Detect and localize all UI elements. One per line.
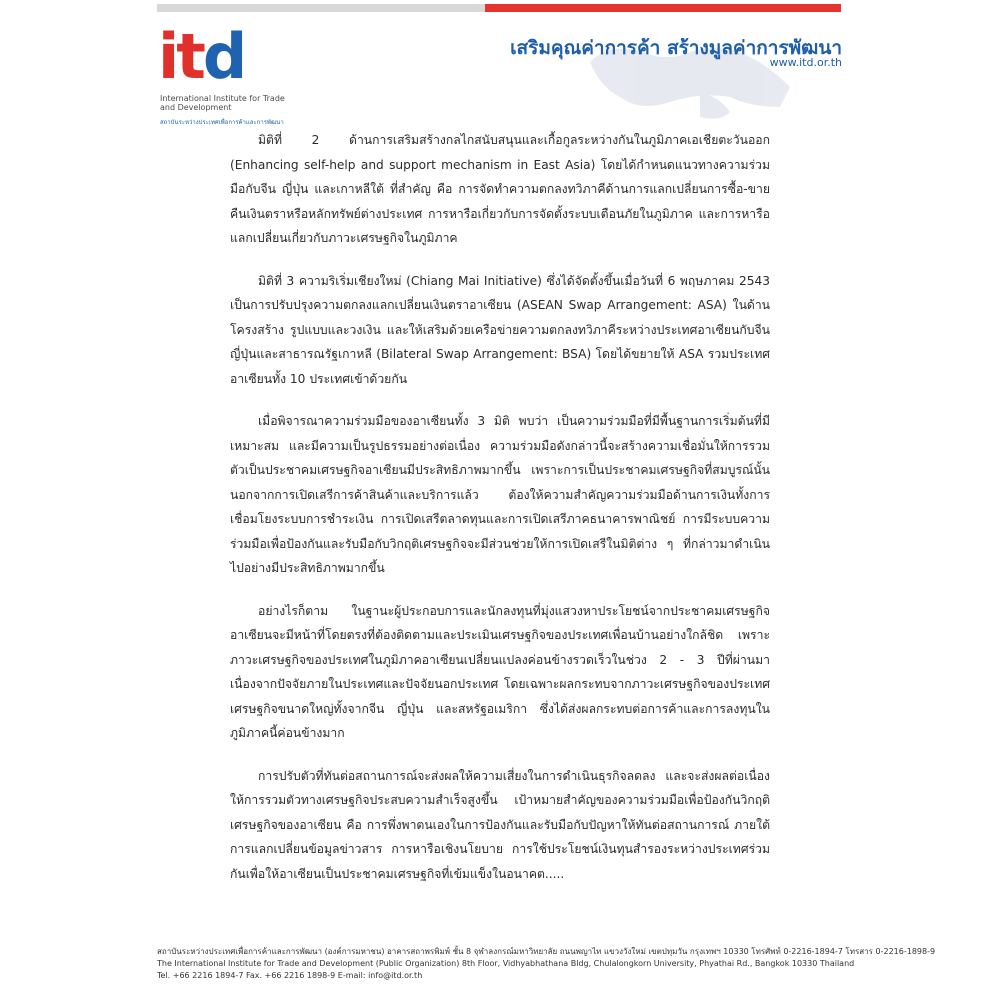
logo-subtitle: International Institute for Trade and Development — [160, 94, 285, 112]
footer-address-thai: สถาบันระหว่างประเทศเพื่อการค้าและการพัฒนา (องค์การมหาชน) อาคารสถาพรพิมพ์ ชั้น 8 จุฬาลงกรณ์มหาวิทยาลัย ถนนพญาไท แขวงวังใหม่ เขตปทุมวัน กรุงเทพฯ 10330 โทรศัพท์ 0-2216-1894-7 โทรสาร 0-2216-1898-9 — [157, 947, 936, 956]
paragraph: อย่างไรก็ตาม ในฐานะผู้ประกอบการและนักลงทุนที่มุ่งแสวงหาประโยชน์จากประชาคมเศรษฐกิจอาเซียนจะมีหน้าที่โดยตรงที่ต้องติดตามและประเมินเศรษฐกิจของประเทศเพื่อนบ้านอย่างใกล้ชิด เพราะภาวะเศรษฐกิจของประเทศในภูมิภาคอาเซียนเปลี่ยนแปลงค่อนข้างรวดเร็วในช่วง 2 - 3 ปีที่ผ่านมา เนื่องจากปัจจัยภายในประเทศและปัจจัยนอกประเทศ โดยเฉพาะผลกระทบจากภาวะเศรษฐกิจของประเทศเศรษฐกิจขนาดใหญ่ทั้งจากจีน ญี่ปุ่น และสหรัฐอเมริกา ซึ่งได้ส่งผลกระทบต่อการค้าและการลงทุนในภูมิภาคนี้ค่อนข้างมาก — [230, 603, 770, 740]
paragraph: เมื่อพิจารณาความร่วมมือของอาเซียนทั้ง 3 มิติ พบว่า เป็นความร่วมมือที่มีพื้นฐานการเริ่มต้นที่มีเหมาะสม และมีความเป็นรูปธรรมอย่างต่อเนื่อง ความร่วมมือดังกล่าวนี้จะสร้างความเชื่อมั่นให้การรวมตัวเป็นประชาคมเศรษฐกิจอาเซียนมีประสิทธิภาพมากขึ้น เพราะการเป็นประชาคมเศรษฐกิจที่สมบูรณ์นั้นนอกจากการเปิดเสรีการค้าสินค้าและบริการแล้ว ต้องให้ความสำคัญความร่วมมือด้านการเงินทั้งการเชื่อมโยงระบบการชำระเงิน การเปิดเสรีตลาดทุนและการเปิดเสรีภาคธนาคารพาณิชย์ การมีระบบความร่วมมือเพื่อป้องกันและรับมือกับวิกฤติเศรษฐกิจจะมีส่วนช่วยให้การเปิดเสรีในมิติต่าง ๆ ที่กล่าวมาดำเนินไปอย่างมีประสิทธิภาพมากขึ้น — [230, 414, 770, 575]
paragraph: มิติที่ 3 ความริเริ่มเชียงใหม่ (Chiang Mai Initiative) ซึ่งได้จัดตั้งขึ้นเมื่อวันที่ 6 พฤษภาคม 2543 เป็นการปรับปรุงความตกลงแลกเปลี่ยนเงินตราอาเซียน (ASEAN Swap Arrangement: ASA) ในด้านโครงสร้าง รูปแบบและวงเงิน และให้เสริมด้วยเครือข่ายความตกลงทวิภาคีระหว่างประเทศอาเซียนกับจีน ญี่ปุ่นและสาธารณรัฐเกาหลี (Bilateral Swap Arrangement: BSA) โดยได้ขยายให้ ASA รวมประเทศอาเซียนทั้ง 10 ประเทศเข้าด้วยกัน — [230, 273, 770, 386]
logo-wordmark: itd — [158, 20, 245, 93]
top-bar-red — [485, 4, 841, 12]
document-body — [230, 128, 770, 904]
footer-address-english: The International Institute for Trade and Development (Public Organization) 8th Floor, Vidhyabhathana Bldg, Chulalongkorn University, Phyathai Rd., Bangkok 10330 Thailand — [157, 959, 855, 968]
paragraph: มิติที่ 2 ด้านการเสริมสร้างกลไกสนับสนุนและเกื้อกูลระหว่างกันในภูมิภาคเอเชียตะวันออก (Enhancing self-help and support mechanism in East Asia) โดยได้กำหนดแนวทางความร่วมมือกับจีน ญี่ปุ่น และเกาหลีใต้ ที่สำคัญ คือ การจัดทำความตกลงทวิภาคีด้านการแลกเปลี่ยนการซื้อ-ขายคืนเงินตราหรือหลักทรัพย์ต่างประเทศ การหารือเกี่ยวกับการจัดตั้งระบบเตือนภัยในภูมิภาค และการหารือแลกเปลี่ยนเกี่ยวกับภาวะเศรษฐกิจในภูมิภาค — [230, 133, 770, 245]
top-bar-gray — [157, 4, 485, 12]
logo-thai-name: สถาบันระหว่างประเทศเพื่อการค้าและการพัฒนา — [160, 119, 284, 126]
header-url-link[interactable]: www.itd.or.th — [769, 56, 842, 69]
header-top-bar — [157, 4, 841, 12]
footer-contact: Tel. +66 2216 1894-7 Fax. +66 2216 1898-9 E-mail: info@itd.or.th — [157, 971, 423, 980]
header-tagline: เสริมคุณค่าการค้า สร้างมูลค่าการพัฒนา — [510, 37, 842, 59]
itd-logo — [158, 20, 288, 126]
paragraph: การปรับตัวที่ทันต่อสถานการณ์จะส่งผลให้ความเสี่ยงในการดำเนินธุรกิจลดลง และจะส่งผลต่อเนื่องให้การรวมตัวทางเศรษฐกิจประสบความสำเร็จสูงขึ้น เป้าหมายสำคัญของความร่วมมือเพื่อป้องกันวิกฤติเศรษฐกิจของอาเซียน คือ การพึ่งพาตนเองในการป้องกันและรับมือกับปัญหาให้ทันต่อสถานการณ์ ภายใต้การแลกเปลี่ยนข้อมูลข่าวสาร การหารือเชิงนโยบาย การใช้ประโยชน์เงินทุนสำรองระหว่างประเทศร่วมกันเพื่อให้อาเซียนเป็นประชาคมเศรษฐกิจที่เข้มแข็งในอนาคต..... — [230, 768, 770, 881]
footer — [157, 946, 936, 982]
